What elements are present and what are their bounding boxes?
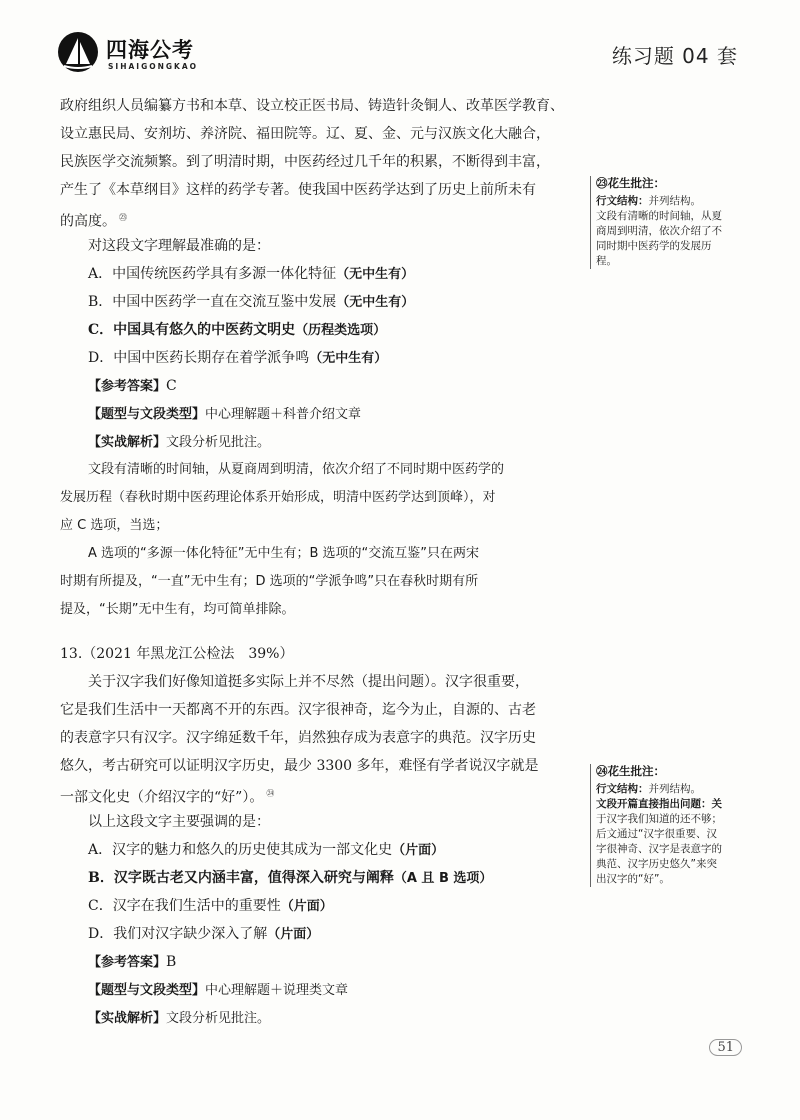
- note-title: ㉓花生批注：: [596, 176, 665, 190]
- analysis-value: 文段分析见批注。: [166, 435, 271, 450]
- type-label: 【题型与文段类型】: [88, 407, 206, 422]
- margin-note-23: [590, 176, 746, 269]
- passage-line: 的表意字只有汉字。汉字绵延数千年，岿然独存成为表意字的典范。汉字历史: [60, 730, 536, 746]
- note-line: 出汉字的“好”。: [596, 873, 670, 885]
- type-value: 中心理解题＋说理类文章: [205, 983, 349, 998]
- note-line: 商周到明清，依次介绍了不: [596, 225, 722, 237]
- type-row: [60, 400, 580, 428]
- note-structure: [596, 194, 746, 209]
- question-title: 13.（2021 年黑龙江公检法 39%）: [60, 646, 294, 662]
- type-row: [60, 976, 580, 1004]
- main-content: [60, 92, 580, 1032]
- option-note: （历程类选项）: [295, 323, 387, 338]
- option-text: D．中国中医药长期存在着学派争鸣: [88, 350, 310, 366]
- analysis-line: 时期有所提及，“一直”无中生有；D 选项的“学派争鸣”只在春秋时期有所: [60, 574, 479, 589]
- analysis-row: [60, 1004, 580, 1032]
- set-title: 练习题 04 套: [611, 44, 738, 68]
- note-title: ㉔花生批注：: [596, 764, 665, 778]
- note-line: 于汉字我们知道的还不够；: [596, 813, 722, 825]
- passage-line: 关于汉字我们好像知道挺多实际上并不尽然（提出问题）。汉字很重要，: [88, 674, 529, 690]
- option-c: [60, 892, 580, 920]
- option-text: A．中国传统医药学具有多源一体化特征: [88, 266, 337, 282]
- sailboat-logo-icon: [56, 30, 100, 74]
- analysis-line: 应 C 选项，当选；: [60, 518, 169, 533]
- passage-line: 设立惠民局、安剂坊、养济院、福田院等。辽、夏、金、元与汉族文化大融合，: [60, 126, 550, 142]
- annotation-ref: ㉔: [266, 789, 275, 798]
- note-structure: [596, 782, 746, 797]
- option-b: [60, 864, 580, 892]
- passage-text: 的高度。: [60, 213, 116, 230]
- passage-line: 悠久，考古研究可以证明汉字历史，最少 3300 多年，难怪有学者说汉字就是: [60, 758, 539, 774]
- analysis-line: 文段有清晰的时间轴，从夏商周到明清，依次介绍了不同时期中医药学的: [88, 462, 505, 477]
- question-stem: 以上这段文字主要强调的是：: [88, 814, 270, 830]
- analysis-line: 提及，“长期”无中生有，均可简单排除。: [60, 602, 295, 617]
- answer-value: B: [166, 954, 177, 970]
- option-text: D．我们对汉字缺少深入了解: [88, 926, 268, 942]
- annotation-ref: ㉓: [119, 213, 127, 222]
- option-b: [60, 288, 580, 316]
- option-text: B．中国中医药学一直在交流互鉴中发展: [88, 294, 337, 310]
- option-text: A．汉字的魅力和悠久的历史使其成为一部文化史: [88, 842, 393, 858]
- logo-subtext: SIHAIGONGKAO: [108, 62, 199, 71]
- option-note: （片面）: [280, 899, 333, 914]
- note-label: 行文结构：: [596, 195, 649, 207]
- option-note: （无中生有）: [336, 267, 415, 282]
- passage-line: 民族医学交流频繁。到了明清时期，中医药经过几千年的积累，不断得到丰富，: [60, 154, 550, 170]
- analysis-line: A 选项的“多源一体化特征”无中生有；B 选项的“交流互鉴”只在两宋: [88, 546, 480, 561]
- answer-label: 【参考答案】: [88, 379, 167, 394]
- option-a: [60, 836, 580, 864]
- type-label: 【题型与文段类型】: [88, 983, 206, 998]
- analysis-value: 文段分析见批注。: [166, 1011, 271, 1026]
- passage-line: [60, 780, 580, 808]
- note-label-value: 并列结构。: [648, 195, 701, 207]
- answer-label: 【参考答案】: [88, 955, 167, 970]
- question-stem: 对这段文字理解最准确的是：: [88, 238, 270, 254]
- answer-value: C: [166, 378, 177, 394]
- page-number: 51: [709, 1039, 742, 1056]
- option-note: （片面）: [392, 843, 445, 858]
- option-text: C．汉字在我们生活中的重要性: [88, 898, 281, 914]
- analysis-line: 发展历程（春秋时期中医药理论体系开始形成，明清中医药学达到顶峰），对: [60, 490, 496, 505]
- option-d: [60, 344, 580, 372]
- logo-text: 四海公考: [106, 38, 194, 62]
- note-line: 程。: [596, 255, 617, 267]
- note-label: 行文结构：: [596, 783, 649, 795]
- margin-note-24: [590, 764, 746, 887]
- option-note: （无中生有）: [336, 295, 415, 310]
- option-note: （片面）: [267, 927, 320, 942]
- passage-line: 它是我们生活中一天都离不开的东西。汉字很神奇，迄今为止，自源的、古老: [60, 702, 536, 718]
- note-line: 后文通过“汉字很重要、汉: [596, 828, 717, 840]
- answer-row: [60, 948, 580, 976]
- option-note: （A 且 B 选项）: [393, 871, 493, 886]
- note-line: 典范、汉字历史悠久”来突: [596, 858, 717, 870]
- option-a: [60, 260, 580, 288]
- answer-row: [60, 372, 580, 400]
- option-text: C．中国具有悠久的中医药文明史: [88, 322, 296, 338]
- passage-line: 产生了《本草纲目》这样的药学专著。使我国中医药学达到了历史上前所未有: [60, 182, 536, 198]
- note-line: 同时期中医药学的发展历: [596, 240, 712, 252]
- option-c: [60, 316, 580, 344]
- analysis-row: [60, 428, 580, 456]
- note-line: 文段开篇直接指出问题：关: [596, 798, 722, 810]
- logo: [56, 30, 256, 80]
- passage-text: 一部文化史（介绍汉字的“好”）。: [60, 789, 264, 806]
- note-label-value: 并列结构。: [648, 783, 701, 795]
- passage-line: 政府组织人员编纂方书和本草、设立校正医书局、铸造针灸铜人、改革医学教育、: [60, 98, 564, 114]
- analysis-label: 【实战解析】: [88, 435, 167, 450]
- analysis-label: 【实战解析】: [88, 1011, 167, 1026]
- option-d: [60, 920, 580, 948]
- note-line: 文段有清晰的时间轴，从夏: [596, 210, 722, 222]
- passage-line: [60, 204, 580, 232]
- option-text: B．汉字既古老又内涵丰富，值得深入研究与阐释: [88, 870, 394, 886]
- option-note: （无中生有）: [309, 351, 388, 366]
- type-value: 中心理解题＋科普介绍文章: [205, 407, 362, 422]
- note-line: 字很神奇、汉字是表意字的: [596, 843, 722, 855]
